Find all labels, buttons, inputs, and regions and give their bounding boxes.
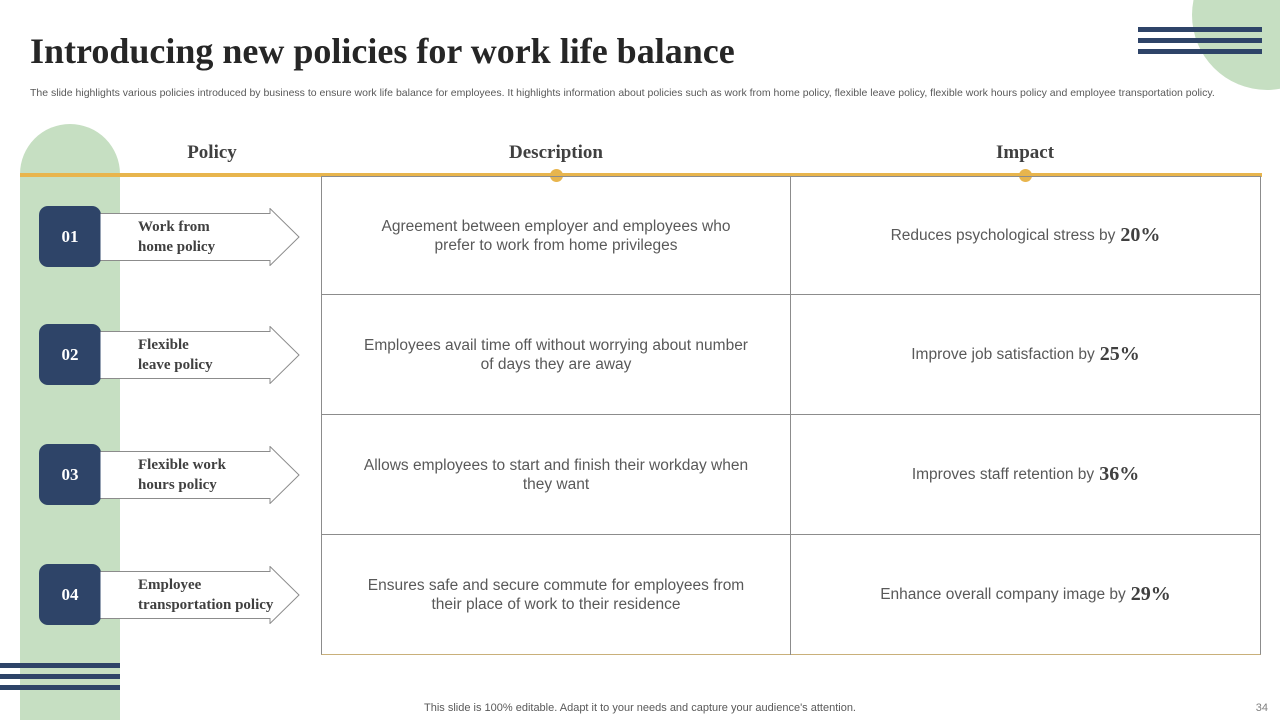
header-description: Description xyxy=(509,142,603,163)
decorative-stripes-top xyxy=(1138,27,1262,60)
policy-impact xyxy=(791,176,1260,295)
decorative-stripes-bottom xyxy=(0,663,120,696)
impact-percentage: 29% xyxy=(1130,583,1171,605)
policy-number-badge: 02 xyxy=(39,324,101,385)
policy-description: Allows employees to start and finish their workday when they want xyxy=(363,456,749,493)
impact-text: Enhance overall company image by xyxy=(880,585,1126,603)
policy-number-badge: 01 xyxy=(39,206,101,267)
policy-name: Flexible work hours policy xyxy=(138,457,226,493)
impact-text: Improve job satisfaction by xyxy=(911,345,1095,363)
header-policy: Policy xyxy=(187,142,237,163)
policy-description: Ensures safe and secure commute for employees from their place of work to their residence xyxy=(367,576,745,613)
impact-text: Improves staff retention by xyxy=(911,465,1095,483)
footer-note: This slide is 100% editable. Adapt it to your needs and capture your audience's attention. xyxy=(424,702,856,714)
impact-percentage: 20% xyxy=(1120,224,1161,246)
policy-number-badge: 04 xyxy=(39,564,101,625)
impact-percentage: 25% xyxy=(1099,343,1140,365)
policy-name: Work from home policy xyxy=(138,219,216,255)
policy-impact xyxy=(791,415,1260,534)
impact-percentage: 36% xyxy=(1099,463,1140,485)
impact-text: Reduces psychological stress by xyxy=(890,226,1116,244)
slide-title: Introducing new policies for work life balance xyxy=(30,31,735,71)
policy-name: Flexible leave policy xyxy=(138,337,213,373)
header-impact: Impact xyxy=(995,142,1055,163)
policy-impact xyxy=(791,295,1260,414)
policy-name: Employee transportation policy xyxy=(138,577,274,613)
slide-subtitle: The slide highlights various policies introduced by business to ensure work life balance for employees. It highlights information about policies such as work from home policy, flexible leave policy, flexible work hours policy and employee transportation policy. xyxy=(30,87,1215,99)
policy-description: Employees avail time off without worrying about number of days they are away xyxy=(364,336,748,373)
policy-number-badge: 03 xyxy=(39,444,101,505)
policy-impact xyxy=(791,535,1260,654)
page-number: 34 xyxy=(1255,702,1268,714)
policy-description: Agreement between employer and employees who prefer to work from home privileges xyxy=(381,217,731,254)
